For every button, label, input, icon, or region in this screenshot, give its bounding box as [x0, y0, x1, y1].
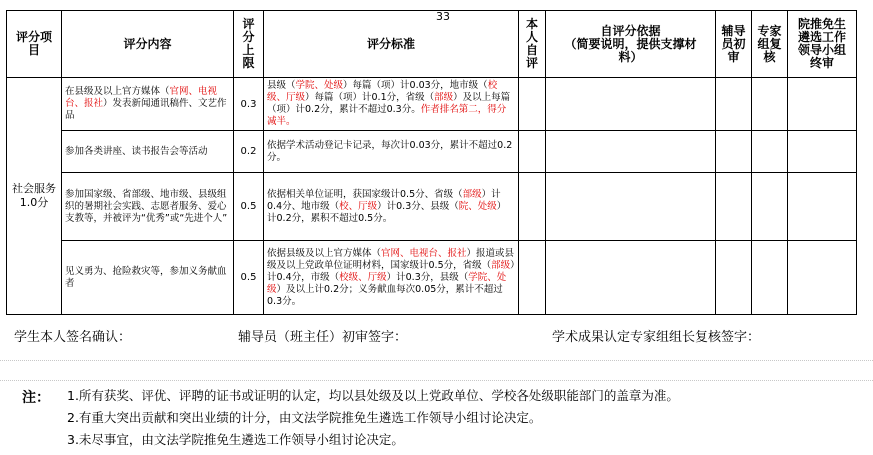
- table-row: [7, 78, 857, 131]
- gridline: [0, 360, 873, 361]
- text-segment: ）计0.4分，市级（: [267, 259, 515, 283]
- self-eval-input[interactable]: [519, 173, 546, 241]
- text-segment: 依据学术活动登记卡记录，每次计0.03分，累计不超过0.2分。: [267, 139, 513, 163]
- row-max-score: 0.3: [234, 78, 264, 131]
- table-row: [7, 131, 857, 173]
- self-eval-input[interactable]: [519, 241, 546, 315]
- emphasis-text: 学院、处级: [295, 80, 344, 91]
- emphasis-text: 官网、电视台、报社: [65, 86, 218, 109]
- counselor-input[interactable]: [716, 241, 752, 315]
- emphasis-text: 校、厅级: [339, 200, 378, 212]
- note-item: 1.所有获奖、评优、评聘的证书或证明的认定，均以县处级及以上党政单位、学校各处级职能部门的盖章为准。: [67, 388, 679, 403]
- emphasis-text: 学院、处级: [267, 271, 507, 295]
- header-expert: 专家组复核: [752, 11, 788, 78]
- counselor-signature-label: 辅导员（班主任）初审签字：: [238, 330, 408, 345]
- emphasis-text: 部级: [434, 92, 454, 103]
- self-eval-input[interactable]: [519, 78, 546, 131]
- basis-input[interactable]: [546, 131, 716, 173]
- row-standard: [264, 78, 519, 131]
- row-content: [62, 131, 234, 173]
- expert-signature-label: 学术成果认定专家组组长复核签字：: [552, 330, 761, 345]
- row-standard: [264, 131, 519, 173]
- row-standard: [264, 173, 519, 241]
- text-segment: 依据县级及以上官方媒体（: [267, 247, 382, 259]
- note-item: 2.有重大突出贡献和突出业绩的计分，由文法学院推免生遴选工作领导小组讨论决定。: [67, 410, 542, 425]
- emphasis-text: 校级、厅级: [267, 80, 498, 103]
- text-segment: ）报道或县级及以上党政单位证明材料，国家级计0.5分，省级（: [267, 247, 515, 271]
- committee-input[interactable]: [788, 78, 857, 131]
- header-row: [7, 11, 857, 78]
- header-committee: 院推免生遴选工作领导小组终审: [788, 11, 857, 78]
- header-counselor: 辅导员初审: [716, 11, 752, 78]
- text-segment: 依据相关单位证明，获国家级计0.5分、省级（: [267, 188, 463, 200]
- row-max-score: 0.2: [234, 131, 264, 173]
- category-cell: [7, 78, 62, 315]
- text-segment: ）每篇（项）计0.1分，省级（: [305, 92, 435, 103]
- text-segment: ）计0.3分、县级（: [377, 200, 459, 212]
- gridline: [0, 380, 873, 381]
- emphasis-text: 部级: [491, 259, 511, 271]
- emphasis-text: 官网、电视台、报社: [381, 247, 467, 259]
- emphasis-text: 校级、厅级: [339, 271, 387, 283]
- committee-input[interactable]: [788, 131, 857, 173]
- text-segment: 参加国家级、省部级、地市级、县级组织的暑期社会实践、志愿者服务、爱心支教等，并被评为“优秀”或“先进个人”: [65, 188, 228, 224]
- committee-input[interactable]: [788, 173, 857, 241]
- expert-input[interactable]: [752, 241, 788, 315]
- basis-input[interactable]: [546, 241, 716, 315]
- expert-input[interactable]: [752, 131, 788, 173]
- self-eval-input[interactable]: [519, 131, 546, 173]
- row-max-score: 0.5: [234, 173, 264, 241]
- text-segment: ）发表新闻通讯稿件、文艺作品: [65, 98, 227, 121]
- emphasis-text: 部级: [462, 188, 482, 200]
- committee-input[interactable]: [788, 241, 857, 315]
- row-standard: [264, 241, 519, 315]
- table-row: [7, 241, 857, 315]
- expert-input[interactable]: [752, 78, 788, 131]
- emphasis-text: 院、处级: [458, 200, 497, 212]
- basis-input[interactable]: [546, 78, 716, 131]
- student-signature-label: 学生本人签名确认：: [14, 330, 132, 345]
- notes-label: 注：: [22, 390, 50, 406]
- text-segment: 参加各类讲座、读书报告会等活动: [65, 145, 208, 157]
- row-content: [62, 173, 234, 241]
- basis-input[interactable]: [546, 173, 716, 241]
- expert-input[interactable]: [752, 173, 788, 241]
- text-segment: ）及以上计0.2分；义务献血每次0.05分，累计不超过0.3分。: [267, 283, 503, 307]
- counselor-input[interactable]: [716, 78, 752, 131]
- row-content: [62, 78, 234, 131]
- page-number: 33: [436, 10, 450, 23]
- text-segment: ）每篇（项）计0.03分，地市级（: [343, 80, 488, 91]
- text-segment: 在县级及以上官方媒体（: [65, 86, 170, 97]
- header-max-score: 评分上限: [234, 11, 264, 78]
- category-label: 社会服务 1.0分: [12, 182, 56, 209]
- text-segment: 县级（: [267, 80, 296, 91]
- header-standard: 评分标准: [264, 11, 519, 78]
- scoring-table: [6, 10, 857, 315]
- row-max-score: 0.5: [234, 241, 264, 315]
- text-segment: ）及以上每篇（项）计0.2分，累计不超过0.3分。: [267, 92, 511, 115]
- emphasis-text: 作者排名第二，得分减半。: [267, 104, 507, 127]
- header-self-eval: 本人自评: [519, 11, 546, 78]
- text-segment: ）计0.3分，县级（: [386, 271, 469, 283]
- text-segment: ）计0.2分，累积不超过0.5分。: [267, 200, 507, 224]
- counselor-input[interactable]: [716, 131, 752, 173]
- text-segment: 见义勇为、抢险救灾等，参加义务献血者: [65, 265, 227, 289]
- text-segment: ）计0.4分、地市级（: [267, 188, 501, 212]
- header-category: 评分项目: [7, 11, 62, 78]
- header-basis: 自评分依据 （简要说明，提供支撑材料）: [546, 11, 716, 78]
- table-row: [7, 173, 857, 241]
- note-item: 3.未尽事宜，由文法学院推免生遴选工作领导小组讨论决定。: [67, 432, 404, 447]
- row-content: [62, 241, 234, 315]
- counselor-input[interactable]: [716, 173, 752, 241]
- header-content: 评分内容: [62, 11, 234, 78]
